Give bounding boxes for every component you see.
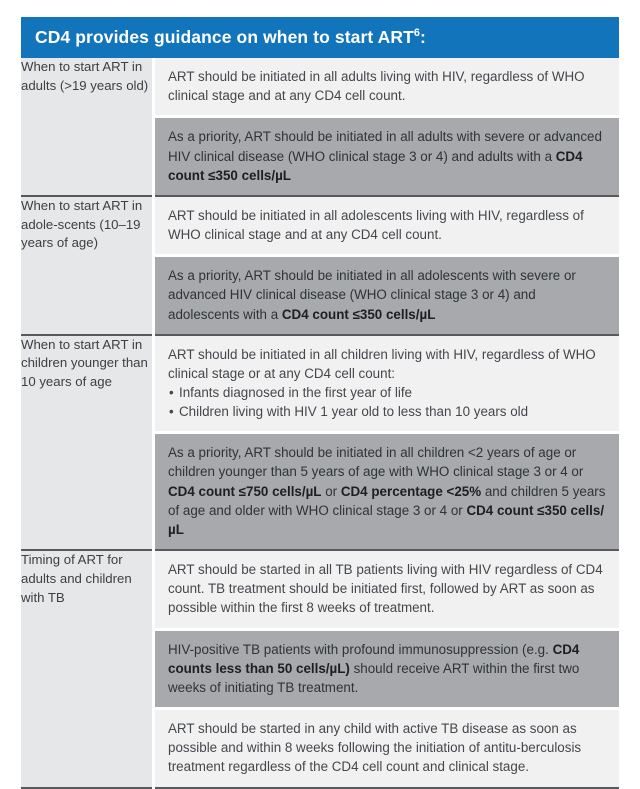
plain-text: and children 5 years of age and older with WHO clinical stage 3 or 4 or: [168, 483, 606, 518]
plain-text: ART should be started in all TB patients living with HIV regardless of CD4 count. TB treatment should be initiated first, followed by ART as soon as possible within the first 8 weeks of treatment.: [168, 562, 603, 616]
table-title-colon: :: [420, 27, 426, 47]
table-title-banner: [21, 17, 619, 58]
plain-text: or: [321, 483, 341, 499]
recommendation-block: [155, 431, 619, 549]
plain-text: HIV-positive TB patients with profound immunosuppression (e.g.: [168, 641, 553, 657]
table-row: [21, 550, 619, 787]
plain-text: should receive ART within the first two weeks of initiating TB treatment.: [168, 660, 580, 695]
row-content-cell: [154, 196, 620, 335]
plain-text: As a priority, ART should be initiated in all children <2 years of age or children younger than 5 years of age with WHO clinical stage 3 or 4 or: [168, 445, 584, 480]
recommendation-block: [155, 115, 619, 194]
recommendation-text: [168, 721, 581, 774]
plain-text: ART should be initiated in all children living with HIV, regardless of WHO clinical stage or at any CD4 cell count:: [168, 346, 596, 381]
table-row: [21, 196, 619, 335]
row-label-cell: When to start ART in adults (>19 years old): [21, 58, 154, 196]
row-content-cell: [154, 550, 620, 787]
row-label-cell: When to start ART in adole-scents (10–19 years of age): [21, 196, 154, 335]
plain-text: ART should be started in any child with active TB disease as soon as possible and within 8 weeks following the initiation of antitu-berculosis treatment regardless of the CD4 cell count and clinical stage.: [168, 721, 582, 775]
recommendation-bullet-list: [168, 383, 607, 421]
row-label-cell: When to start ART in children younger than 10 years of age: [21, 335, 154, 550]
table-title-text: CD4 provides guidance on when to start ART: [35, 27, 414, 47]
recommendation-text: [168, 562, 603, 615]
row-content-cell: [154, 58, 620, 196]
recommendation-text: [168, 268, 576, 321]
plain-text: ART should be initiated in all adolescents living with HIV, regardless of WHO clinical stage and at any CD4 cell count.: [168, 207, 584, 243]
plain-text: As a priority, ART should be initiated in all adolescents with severe or advanced HIV clinical disease (WHO clinical stage 3 or 4) and adolescents with a: [168, 268, 576, 322]
recommendation-text: [168, 347, 596, 381]
guidance-table: [21, 58, 619, 788]
recommendation-block: [155, 58, 619, 115]
list-item: • Children living with HIV 1 year old to less than 10 years old: [168, 402, 607, 421]
emphasis-text: CD4 counts less than 50 cells/µL): [168, 641, 580, 676]
table-title-footnote-marker: 6: [413, 27, 421, 40]
emphasis-text: CD4 count ≤750 cells/µL: [168, 483, 322, 499]
recommendation-block: [155, 707, 619, 786]
recommendation-block: [155, 197, 619, 254]
recommendation-text: [168, 642, 579, 695]
table-row: [21, 58, 619, 196]
row-label-cell: Timing of ART for adults and children with TB: [21, 550, 154, 787]
recommendation-block: [155, 336, 619, 432]
emphasis-text: CD4 count ≤350 cells/µL: [168, 502, 605, 537]
plain-text: As a priority, ART should be initiated in all adults with severe or advanced HIV clinical disease (WHO clinical stage 3 or 4) and adults with a: [168, 129, 602, 164]
recommendation-text: [168, 208, 584, 242]
recommendation-block: [155, 628, 619, 707]
table-row: [21, 335, 619, 550]
recommendation-block: [155, 551, 619, 627]
list-item: • Infants diagnosed in the first year of life: [168, 383, 607, 402]
emphasis-text: CD4 percentage <25%: [340, 483, 482, 499]
recommendation-text: [168, 445, 605, 537]
plain-text: ART should be initiated in all adults living with HIV, regardless of WHO clinical stage and at any CD4 cell count.: [168, 69, 585, 104]
recommendation-block: [155, 254, 619, 333]
recommendation-text: [168, 129, 602, 182]
recommendation-text: [168, 69, 585, 103]
row-content-cell: [154, 335, 620, 550]
guidance-table-body: [21, 58, 619, 787]
emphasis-text: CD4 count ≤350 cells/µL: [281, 306, 436, 322]
emphasis-text: CD4 count ≤350 cells/µL: [168, 148, 583, 183]
